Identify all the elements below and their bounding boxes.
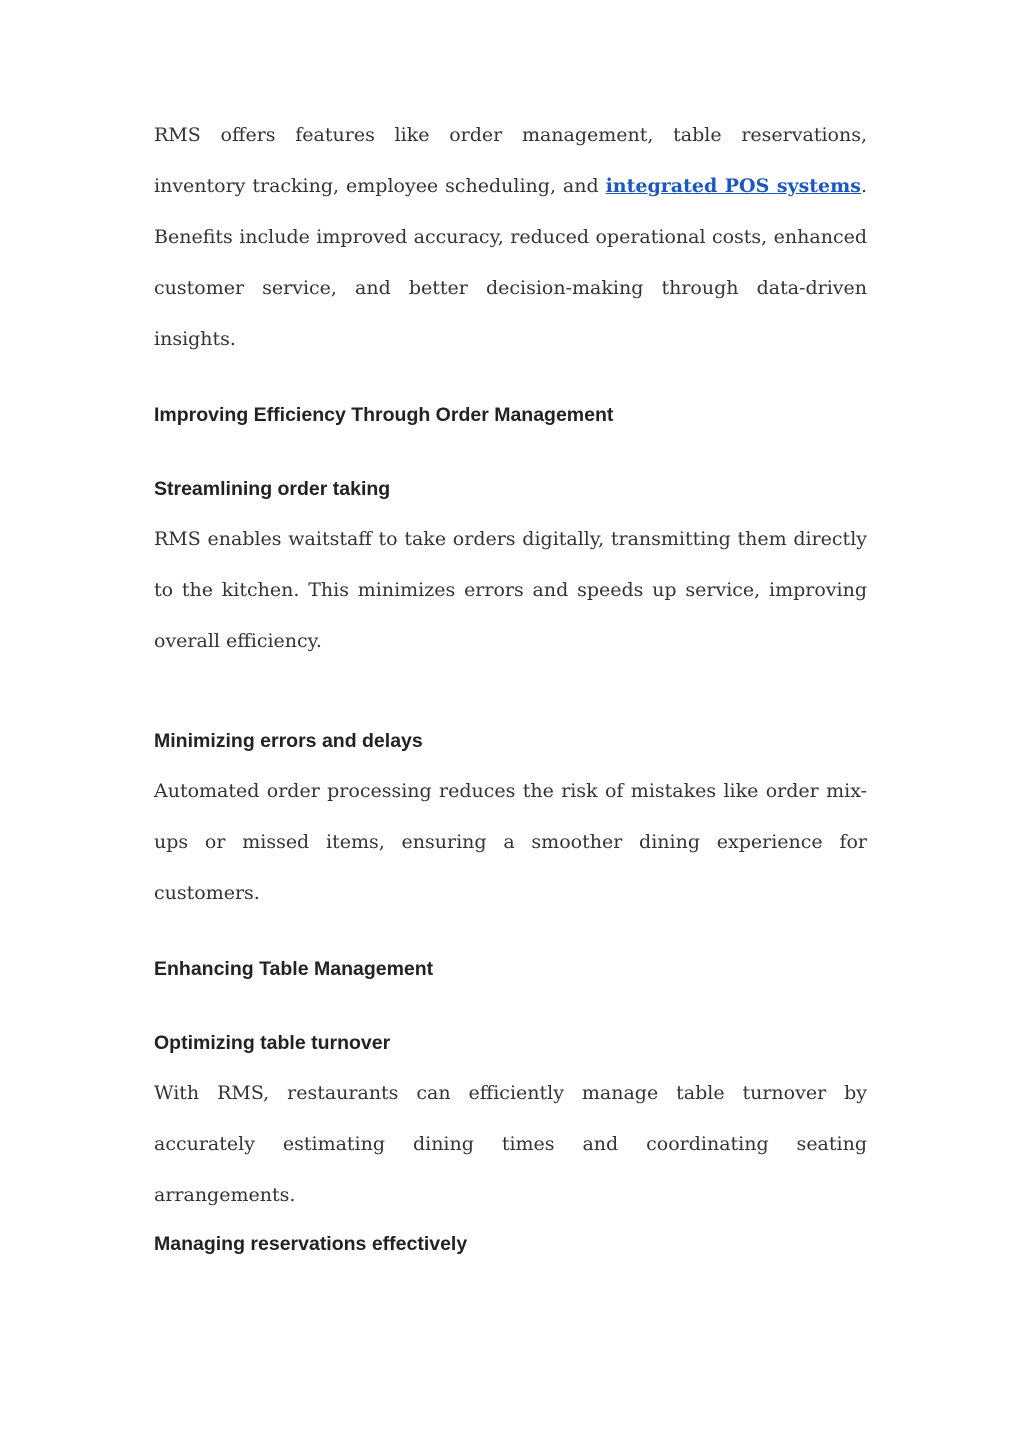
subheading-managing-reservations: Managing reservations effectively [154, 1233, 468, 1255]
minimizing-errors-paragraph: Automated order processing reduces the risk of mistakes like order mix-ups or missed items, ensuring a smoother dining experience for customers. [154, 780, 867, 904]
subheading-optimizing-table-turnover: Optimizing table turnover [154, 1032, 391, 1054]
subheading-minimizing-errors: Minimizing errors and delays [154, 730, 423, 752]
section-heading-order-management: Improving Efficiency Through Order Management [154, 404, 614, 426]
intro-paragraph [154, 110, 867, 365]
streamlining-order-taking-paragraph: RMS enables waitstaff to take orders digitally, transmitting them directly to the kitchen. This minimizes errors and speeds up service, improving overall efficiency. [154, 528, 867, 652]
subheading-streamlining-order-taking: Streamlining order taking [154, 478, 391, 500]
integrated-pos-systems-link[interactable]: integrated POS systems [605, 175, 861, 197]
intro-text-before-link: RMS offers features like order management, table reservations, inventory tracking, employee scheduling, and [154, 124, 867, 197]
intro-text-after-link: . Benefits include improved accuracy, reduced operational costs, enhanced customer service, and better decision-making through data-driven insights. [154, 175, 867, 350]
section-heading-table-management: Enhancing Table Management [154, 958, 434, 980]
optimizing-table-turnover-paragraph: With RMS, restaurants can efficiently manage table turnover by accurately estimating dining times and coordinating seating arrangements. [154, 1082, 867, 1206]
